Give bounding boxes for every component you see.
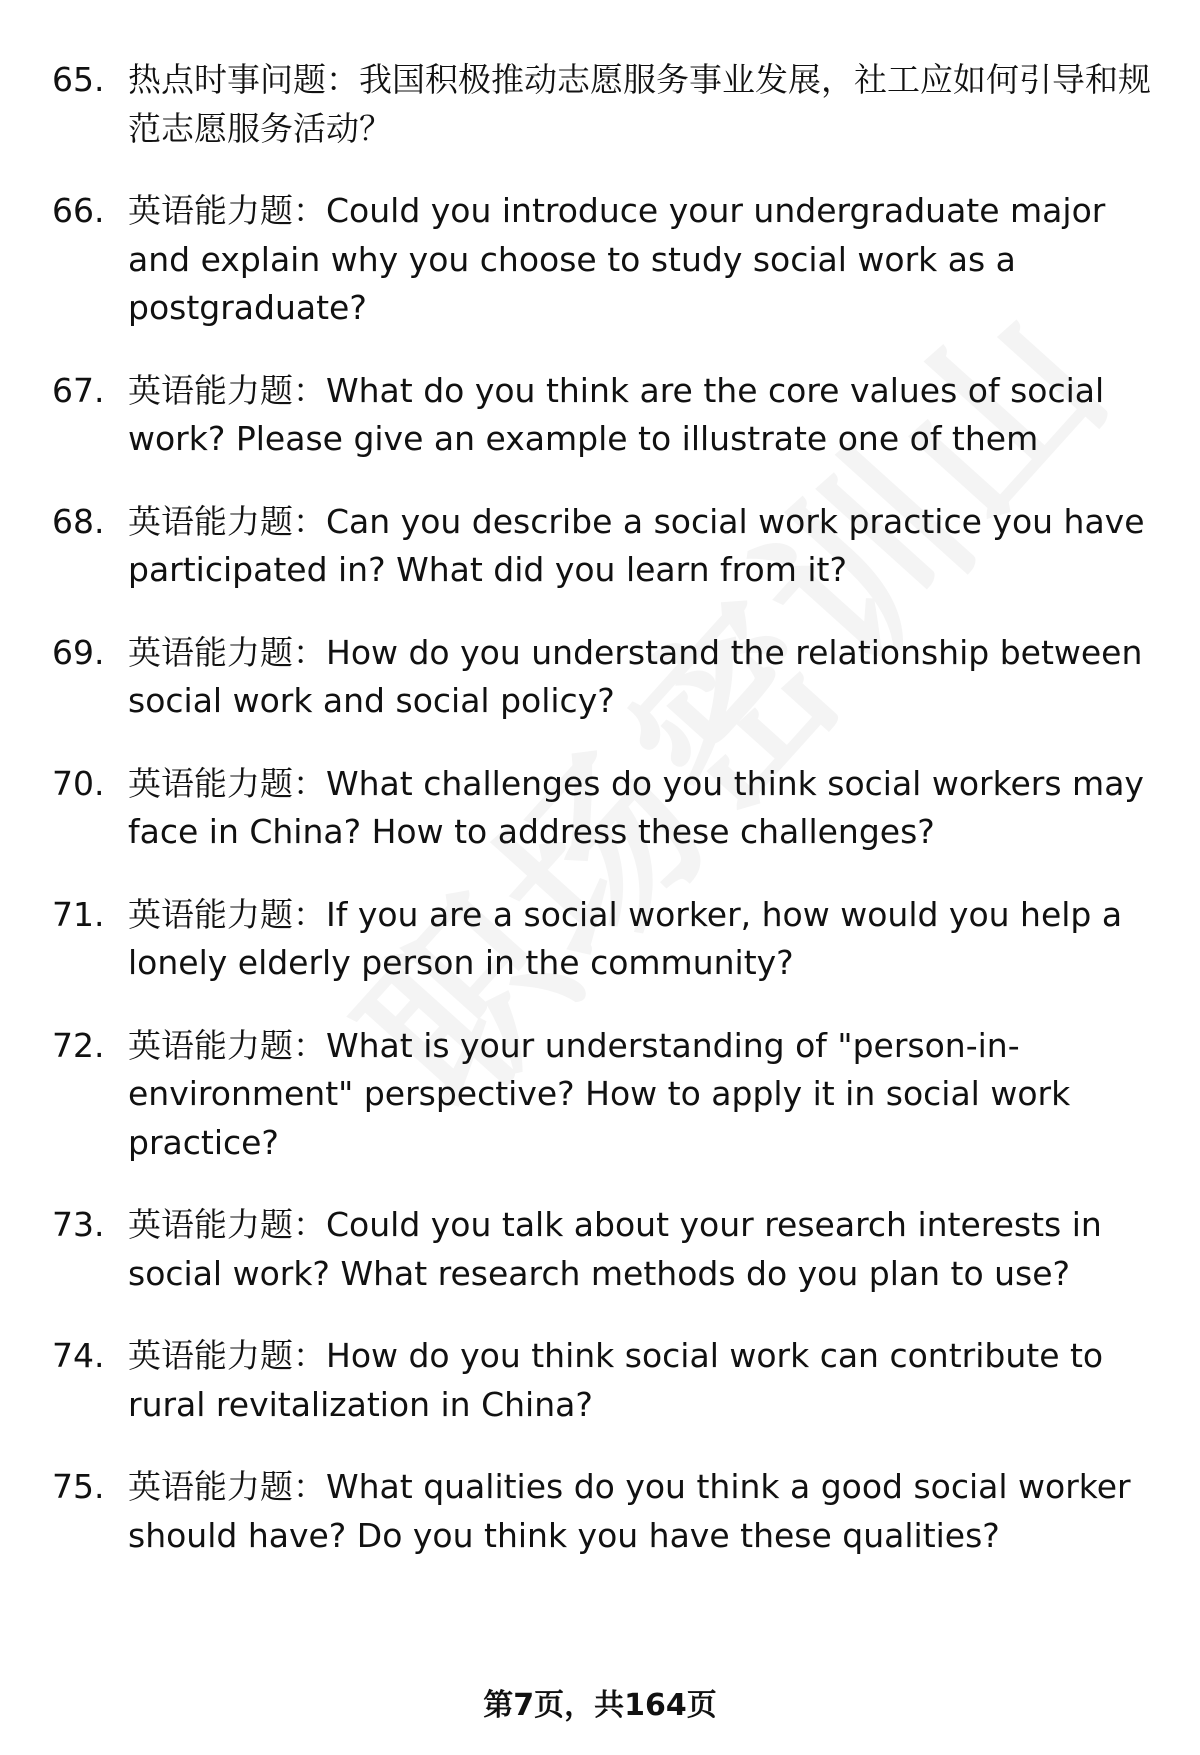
question-list xyxy=(52,56,1162,1594)
question-text: 英语能力题：Could you introduce your undergraduate major and explain why you choose to study social work as a postgraduate? xyxy=(128,191,1106,327)
question-number: 66. xyxy=(52,191,105,230)
question-number: 71. xyxy=(52,894,105,934)
question-text: 英语能力题：What is your understanding of "person-in-environment" perspective? How to apply it in social work practice? xyxy=(128,1025,1071,1162)
question-item xyxy=(52,1201,1162,1298)
question-number: 65. xyxy=(52,60,105,99)
question-text: 英语能力题：If you are a social worker, how would you help a lonely elderly person in the community? xyxy=(128,894,1123,982)
question-item xyxy=(52,498,1162,595)
question-number: 74. xyxy=(52,1336,105,1375)
question-text: 英语能力题：How do you think social work can contribute to rural revitalization in China? xyxy=(128,1336,1104,1424)
question-number: 73. xyxy=(52,1205,105,1244)
question-item xyxy=(52,760,1162,857)
question-item xyxy=(52,1332,1162,1429)
question-item xyxy=(52,1463,1162,1560)
question-item xyxy=(52,629,1162,726)
question-text: 英语能力题：What do you think are the core values of social work? Please give an example to illustrate one of them xyxy=(128,370,1105,458)
question-item xyxy=(52,187,1162,333)
question-number: 67. xyxy=(52,370,105,410)
question-number: 72. xyxy=(52,1025,105,1065)
question-text: 英语能力题：What challenges do you think social workers may face in China? How to address these challenges? xyxy=(128,763,1144,851)
question-number: 70. xyxy=(52,763,105,803)
question-number: 75. xyxy=(52,1467,105,1506)
page-footer: 第7页，共164页 xyxy=(483,1688,717,1723)
question-item xyxy=(52,1022,1162,1168)
question-item xyxy=(52,367,1162,464)
question-item xyxy=(52,891,1162,988)
question-text: 英语能力题：What qualities do you think a good social worker should have? Do you think you have these qualities? xyxy=(128,1467,1131,1555)
question-text: 英语能力题：Could you talk about your research interests in social work? What research methods do you plan to use? xyxy=(128,1205,1102,1293)
question-text: 热点时事问题：我国积极推动志愿服务事业发展，社工应如何引导和规范志愿服务活动？ xyxy=(128,60,1151,148)
question-number: 69. xyxy=(52,632,105,672)
question-text: 英语能力题：Can you describe a social work practice you have participated in? What did you learn from it? xyxy=(128,501,1145,589)
question-item xyxy=(52,56,1162,153)
question-text: 英语能力题：How do you understand the relationship between social work and social policy? xyxy=(128,632,1143,720)
question-number: 68. xyxy=(52,501,105,541)
